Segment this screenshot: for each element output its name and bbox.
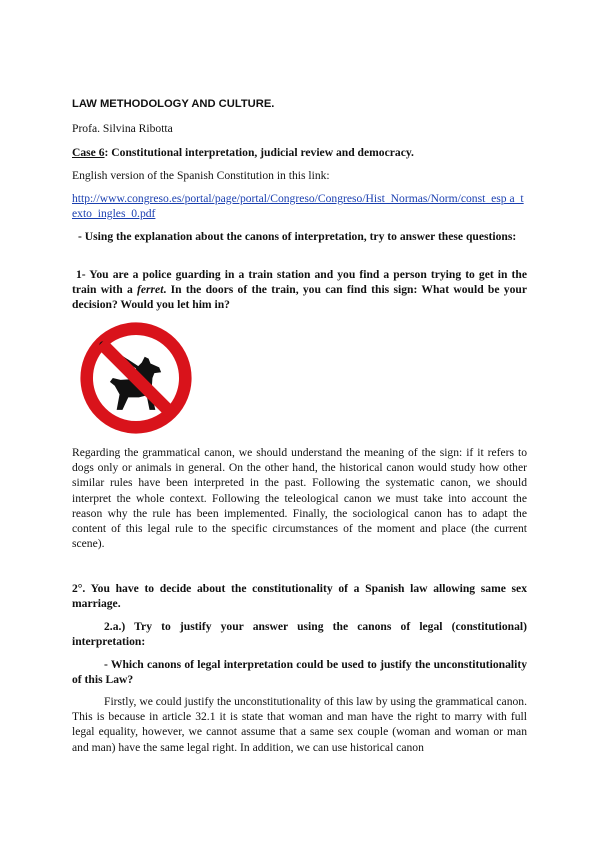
question-1-text-b: . In the doors of the train, you can find this sign: What would be your decision? Would you let him in? <box>72 283 527 312</box>
answer-1: Regarding the grammatical canon, we should understand the meaning of the sign: if it refers to dogs only or animals in general. On the other hand, the historical canon would study how other similar rules have been interpreted in the past. Following the systematic canon, we should interpret the whole context. Following the teleological canon we must take into account the reason why the rule has been implemented. Finally, the sociological canon has to adapt the content of this legal rule to the specific circumstances of the moment and place (the current scene). <box>72 446 527 551</box>
case-title: : Constitutional interpretation, judicial review and democracy. <box>104 146 414 159</box>
author: Profa. Silvina Ribotta <box>72 122 173 135</box>
constitution-link-block <box>72 191 527 221</box>
english-version-note: English version of the Spanish Constitution in this link: <box>72 169 330 182</box>
instruction: - Using the explanation about the canons of interpretation, try to answer these questions: <box>78 230 517 243</box>
no-dogs-sign-icon <box>78 320 194 436</box>
question-2a: 2.a.) Try to justify your answer using the canons of legal (constitutional) interpretation: <box>72 620 527 649</box>
question-1 <box>72 267 527 313</box>
document-title: LAW METHODOLOGY AND CULTURE. <box>72 98 275 110</box>
case-label: Case 6 <box>72 146 105 159</box>
question-2a-sub: - Which canons of legal interpretation could be used to justify the unconstitutionality of this Law? <box>72 658 527 687</box>
case-heading <box>72 145 527 160</box>
answer-2: Firstly, we could justify the unconstitutionality of this law by using the grammatical canon. This is because in article 32.1 it is state that woman and man have the right to marry with full legal equality, however, we cannot assume that a same sex couple (woman and woman or man and man) have the same legal right. In addition, we can use historical canon <box>72 695 527 754</box>
constitution-link[interactable]: http://www.congreso.es/portal/page/portal/Congreso/Congreso/Hist_Normas/Norm/const_esp a_texto_ingles_0.pdf <box>72 192 524 221</box>
ferret-word: ferret <box>137 283 164 297</box>
question-1-text-a: 1- You are a police guarding in a train station and you find a person trying to get in the train with a <box>72 268 527 297</box>
question-2: 2°. You have to decide about the constitutionality of a Spanish law allowing same sex marriage. <box>72 582 527 611</box>
